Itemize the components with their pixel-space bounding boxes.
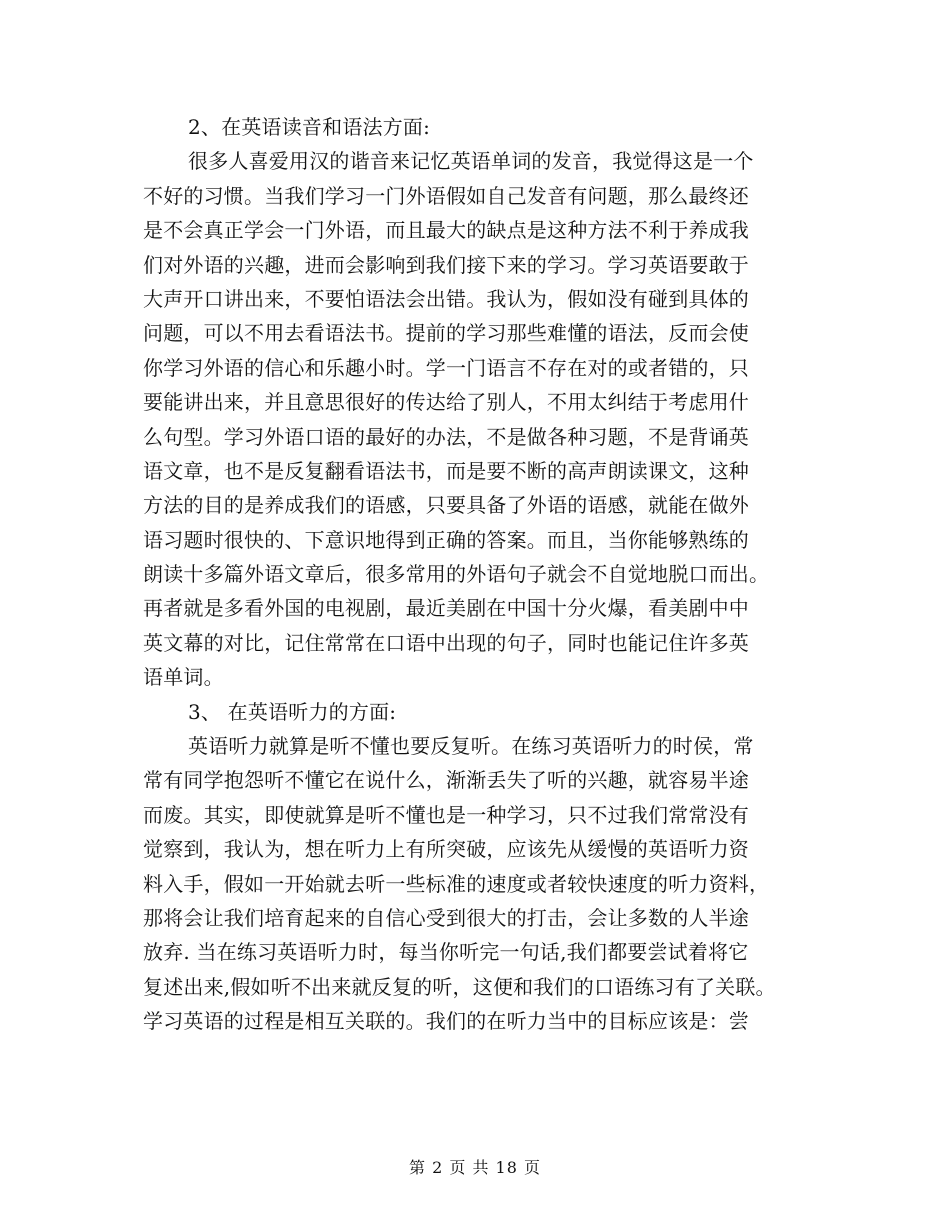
text-line: 方法的目的是养成我们的语感，只要具备了外语的语感，就能在做外: [143, 493, 749, 518]
text-line: 要能讲出来，并且意思很好的传达给了别人，不用太纠结于考虑用什: [143, 390, 749, 415]
text-line: 么句型。学习外语口语的最好的办法，不是做各种习题，不是背诵英: [143, 424, 749, 449]
text-line: 不好的习惯。当我们学习一门外语假如自己发音有问题，那么最终还: [143, 183, 749, 208]
document-body: [143, 110, 813, 1039]
text-line: 3、 在英语听力的方面:: [188, 699, 397, 724]
text-line: 放弃. 当在练习英语听力时，每当你听完一句话,我们都要尝试着将它: [143, 940, 749, 965]
page-number-footer: 第 2 页 共 18 页: [409, 1158, 541, 1177]
text-line: 学习英语的过程是相互关联的。我们的在听力当中的目标应该是：尝: [143, 1009, 749, 1034]
text-line: 大声开口讲出来，不要怕语法会出错。我认为，假如没有碰到具体的: [143, 286, 749, 311]
text-line: 料入手，假如一开始就去听一些标准的速度或者较快速度的听力资料，: [143, 871, 770, 896]
text-line: 朗读十多篇外语文章后，很多常用的外语句子就会不自觉地脱口而出。: [143, 562, 770, 587]
text-line: 再者就是多看外国的电视剧，最近美剧在中国十分火爆，看美剧中中: [143, 596, 749, 621]
text-line: 问题，可以不用去看语法书。提前的学习那些难懂的语法，反而会使: [143, 321, 749, 346]
text-line: 语习题时很快的、下意识地得到正确的答案。而且，当你能够熟练的: [143, 527, 749, 552]
text-line: 很多人喜爱用汉的谐音来记忆英语单词的发音，我觉得这是一个: [188, 149, 754, 174]
text-line: 那将会让我们培育起来的自信心受到很大的打击，会让多数的人半途: [143, 905, 749, 930]
text-line: 觉察到，我认为，想在听力上有所突破，应该先从缓慢的英语听力资: [143, 837, 749, 862]
text-line: 你学习外语的信心和乐趣小时。学一门语言不存在对的或者错的，只: [143, 355, 749, 380]
text-line: 而废。其实，即使就算是听不懂也是一种学习，只不过我们常常没有: [143, 802, 749, 827]
text-line: 们对外语的兴趣，进而会影响到我们接下来的学习。学习英语要敢于: [143, 252, 749, 277]
text-line: 常有同学抱怨听不懂它在说什么，渐渐丢失了听的兴趣，就容易半途: [143, 768, 749, 793]
text-line: 语文章，也不是反复翻看语法书，而是要不断的高声朗读课文，这种: [143, 458, 749, 483]
text-line: 复述出来,假如听不出来就反复的听，这便和我们的口语练习有了关联。: [143, 974, 776, 999]
text-line: 2、在英语读音和语法方面:: [188, 115, 431, 139]
text-line: 是不会真正学会一门外语，而且最大的缺点是这种方法不利于养成我: [143, 218, 749, 243]
text-line: 英文幕的对比，记住常常在口语中出现的句子，同时也能记住许多英: [143, 630, 749, 655]
text-line: 语单词。: [143, 665, 224, 690]
text-line: 英语听力就算是听不懂也要反复听。在练习英语听力的时侯，常: [188, 734, 754, 759]
